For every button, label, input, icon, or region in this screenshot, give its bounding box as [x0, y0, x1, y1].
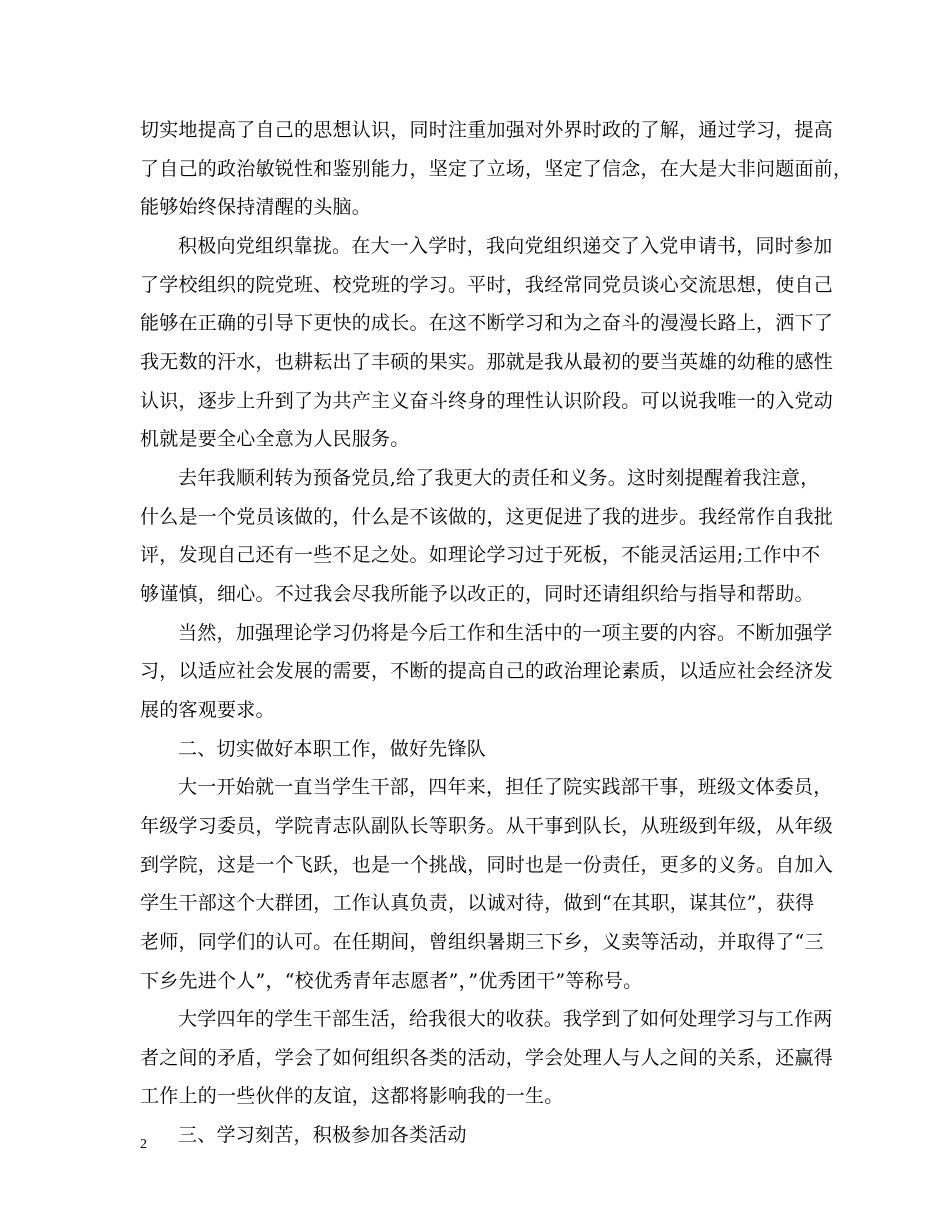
- text-line: 切实地提高了自己的思想认识，同时注重加强对外界时政的了解，通过学习，提高: [140, 119, 834, 141]
- text-line: 够谨慎，细心。不过我会尽我所能予以改正的，同时还请组织给与指导和帮助。: [140, 583, 814, 605]
- text-line: 下乡先进个人”，“校优秀青年志愿者”，”优秀团干”等称号。: [140, 970, 643, 992]
- text-line: 学生干部这个大群团，工作认真负责，以诚对待，做到“在其职，谋其位”，获得: [140, 892, 815, 914]
- text-line: 机就是要全心全意为人民服务。: [140, 428, 410, 450]
- page-number: 2: [140, 1137, 147, 1152]
- text-line: 认识，逐步上升到了为共产主义奋斗终身的理性认识阶段。可以说我唯一的入党动: [140, 390, 834, 412]
- text-line: 大一开始就一直当学生干部，四年来，担任了院实践部干事，班级文体委员，: [178, 776, 833, 798]
- text-line: 能够始终保持清醒的头脑。: [140, 196, 372, 218]
- text-line: 展的客观要求。: [140, 699, 275, 721]
- text-line: 了自己的政治敏锐性和鉴别能力，坚定了立场，坚定了信念，在大是大非问题面前，: [140, 158, 853, 180]
- text-line: 什么是一个党员该做的，什么是不该做的，这更促进了我的进步。我经常作自我批: [140, 506, 834, 528]
- section-heading: 二、切实做好本职工作，做好先锋队: [178, 738, 487, 760]
- text-line: 了学校组织的院党班、校党班的学习。平时，我经常同党员谈心交流思想，使自己: [140, 274, 834, 296]
- text-line: 我无数的汗水，也耕耘出了丰硕的果实。那就是我从最初的要当英雄的幼稚的感性: [140, 351, 834, 373]
- text-line: 大学四年的学生干部生活，给我很大的收获。我学到了如何处理学习与工作两: [178, 1008, 833, 1030]
- text-line: 工作上的一些伙伴的友谊，这都将影响我的一生。: [140, 1085, 564, 1107]
- text-line: 老师，同学们的认可。在任期间，曾组织暑期三下乡，义卖等活动，并取得了“三: [140, 931, 824, 953]
- text-line: 习，以适应社会发展的需要，不断的提高自己的政治理论素质，以适应社会经济发: [140, 660, 834, 682]
- text-line: 去年我顺利转为预备党员,给了我更大的责任和义务。这时刻提醒着我注意，: [178, 467, 820, 489]
- text-line: 积极向党组织靠拢。在大一入学时，我向党组织递交了入党申请书，同时参加: [178, 235, 833, 257]
- text-line: 能够在正确的引导下更快的成长。在这不断学习和为之奋斗的漫漫长路上，洒下了: [140, 312, 834, 334]
- section-heading: 三、学习刻苦，积极参加各类活动: [178, 1124, 467, 1146]
- text-line: 者之间的矛盾，学会了如何组织各类的活动，学会处理人与人之间的关系，还赢得: [140, 1047, 834, 1069]
- text-line: 到学院，这是一个飞跃，也是一个挑战，同时也是一份责任，更多的义务。自加入: [140, 854, 834, 876]
- text-line: 年级学习委员，学院青志队副队长等职务。从干事到队长，从班级到年级，从年级: [140, 815, 834, 837]
- text-line: 评，发现自己还有一些不足之处。如理论学习过于死板，不能灵活运用;工作中不: [140, 544, 821, 566]
- text-line: 当然，加强理论学习仍将是今后工作和生活中的一项主要的内容。不断加强学: [178, 622, 833, 644]
